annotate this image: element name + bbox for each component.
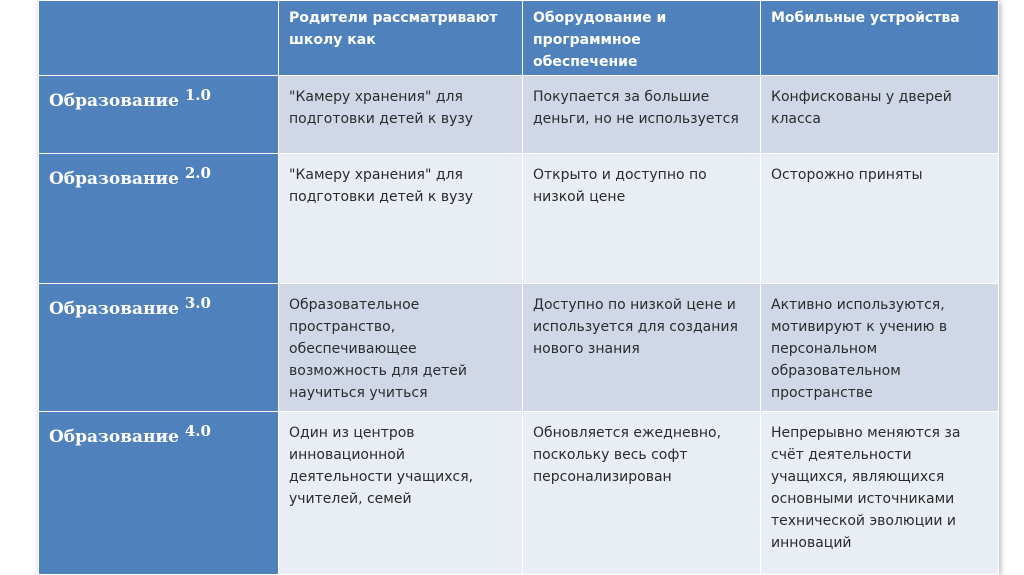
cell-mobile: Активно используются, мотивируют к учению в персональном образовательном пространстве [761,284,999,412]
cell-hardware: Обновляется ежедневно, поскольку весь софт персонализирован [523,412,761,575]
row-header-education-3 [39,284,279,412]
cell-parents: "Камеру хранения" для подготовки детей к вузу [279,76,523,154]
row-header-education-4 [39,412,279,575]
cell-parents: Образовательное пространство, обеспечивающее возможность для детей научиться учиться [279,284,523,412]
cell-hardware: Доступно по низкой цене и используется для создания нового знания [523,284,761,412]
header-parents: Родители рассматривают школу как [279,1,523,76]
row-label: Образование [49,91,179,111]
row-header-education-1 [39,76,279,154]
row-header-education-2 [39,154,279,284]
row-version: 4.0 [184,422,211,440]
header-mobile-devices: Мобильные устройства [761,1,999,76]
row-label: Образование [49,427,179,447]
cell-hardware: Покупается за большие деньги, но не используется [523,76,761,154]
row-version: 3.0 [184,294,211,312]
header-corner-cell [39,1,279,76]
table-row [39,284,999,412]
education-comparison-table [38,0,999,575]
row-version: 1.0 [184,86,211,104]
cell-mobile: Конфискованы у дверей класса [761,76,999,154]
cell-parents: Один из центров инновационной деятельности учащихся, учителей, семей [279,412,523,575]
cell-mobile: Непрерывно меняются за счёт деятельности учащихся, являющихся основными источниками технической эволюции и инноваций [761,412,999,575]
row-label: Образование [49,169,179,189]
cell-parents: "Камеру хранения" для подготовки детей к вузу [279,154,523,284]
table-row [39,412,999,575]
row-version: 2.0 [184,164,211,182]
header-hardware-software: Оборудование и программное обеспечение [523,1,761,76]
comparison-table-frame [38,0,998,574]
cell-mobile: Осторожно приняты [761,154,999,284]
table-row [39,76,999,154]
table-header-row [39,1,999,76]
table-row [39,154,999,284]
cell-hardware: Открыто и доступно по низкой цене [523,154,761,284]
row-label: Образование [49,299,179,319]
